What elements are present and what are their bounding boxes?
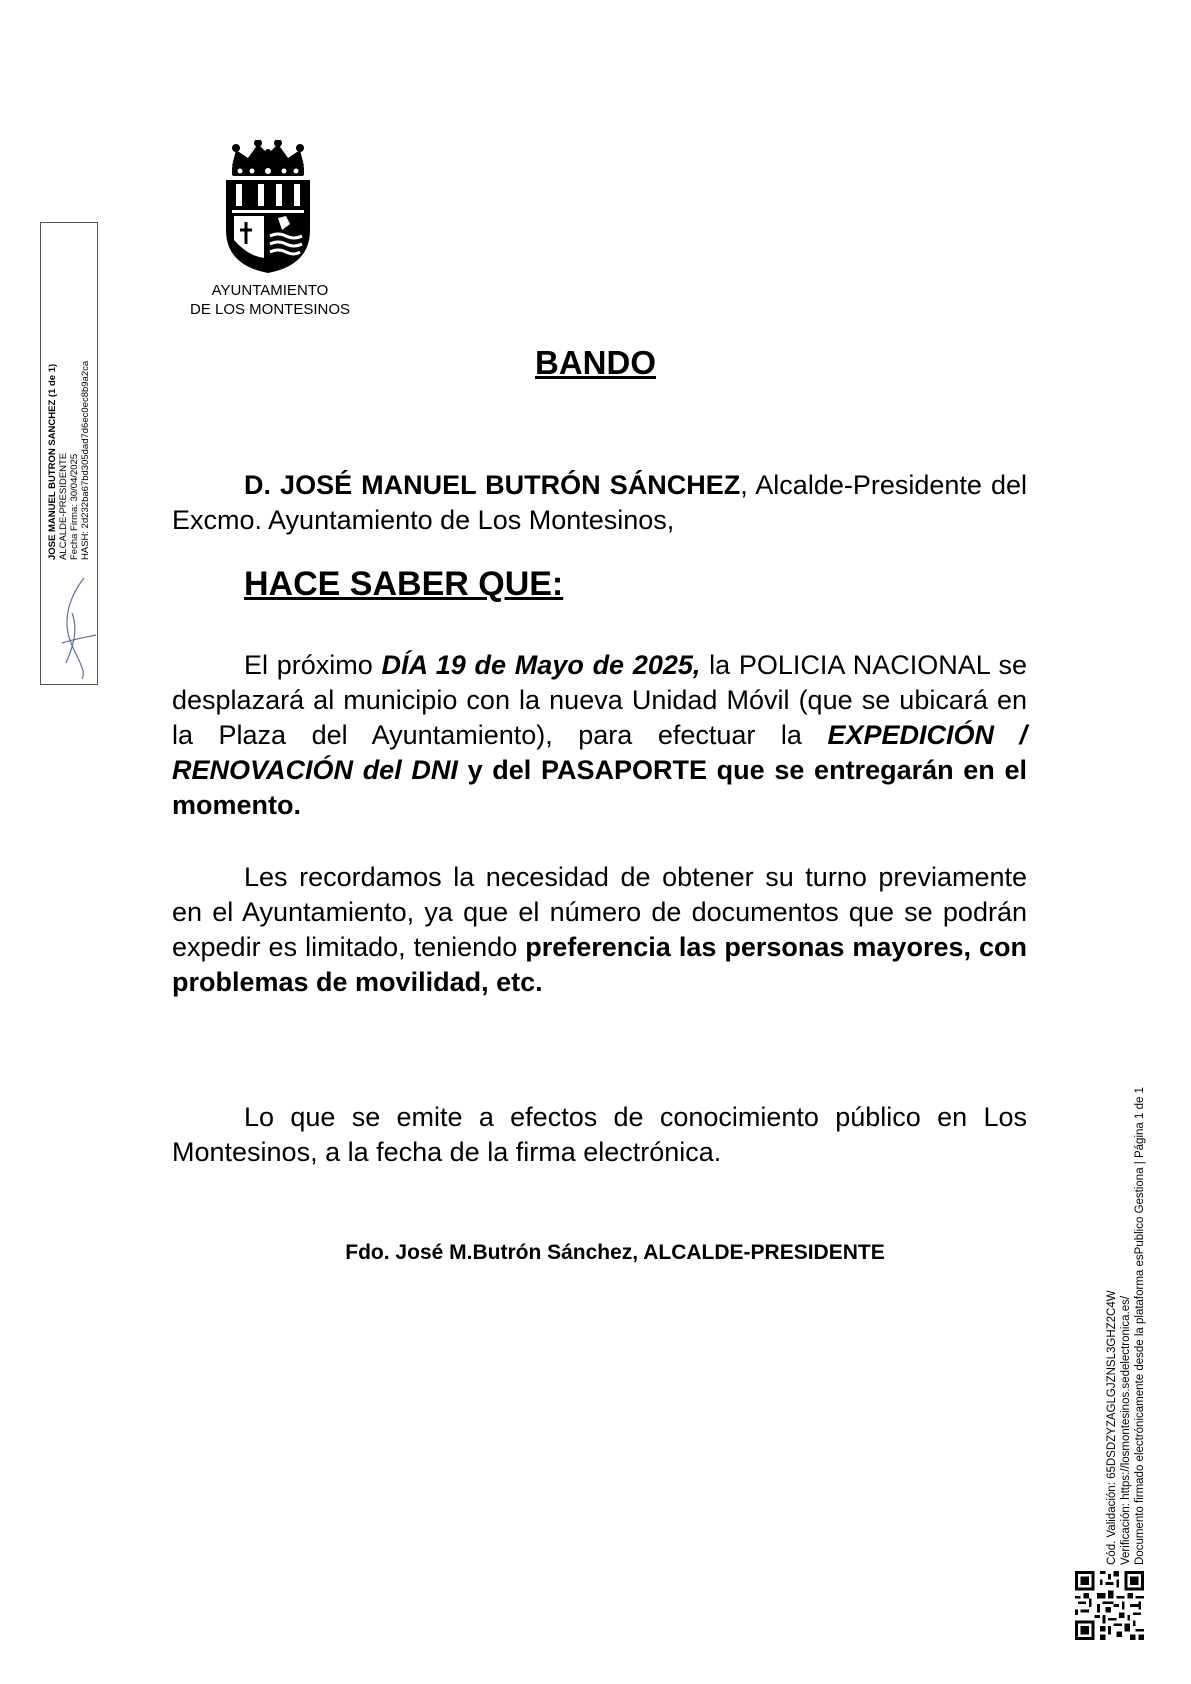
signature-hash: HASH: 2d232ba67bd305dad7d6ec0ec8b9a2ca <box>80 360 91 560</box>
announcement-text-2: la POLICIA NACIONAL se desplazará al municipio con la nueva Unidad Móvil (que se ubicará en la Plaza del Ayuntamiento), para efectuar la <box>172 650 1027 750</box>
validation-url: Verificación: https://losmontesinos.sedelectronica.es/ <box>1120 1295 1132 1565</box>
organization-line-1: AYUNTAMIENTO <box>211 282 329 299</box>
signature-line: Fdo. José M.Butrón Sánchez, ALCALDE-PRESIDENTE <box>345 1241 885 1264</box>
handwritten-signature-icon <box>54 573 100 683</box>
paragraph-reminder <box>172 860 1027 1000</box>
organization-line-2: DE LOS MONTESINOS <box>189 301 351 318</box>
announcement-date: DÍA 19 de Mayo de 2025, <box>381 650 701 680</box>
hace-saber-heading: HACE SABER QUE: <box>244 565 564 603</box>
announcement-text-3: y del PASAPORTE que se entregarán en el momento. <box>172 755 1027 820</box>
qr-code-icon <box>1075 1571 1144 1640</box>
signer-name: JOSE MANUEL BUTRON SANCHEZ (1 de 1) <box>47 363 58 560</box>
reminder-preference: preferencia las personas mayores, con problemas de movilidad, etc. <box>172 932 1027 997</box>
organization-name <box>170 281 370 319</box>
intro-paragraph <box>172 468 1027 538</box>
announcement-text-1: El próximo <box>244 650 382 680</box>
mayor-name: D. JOSÉ MANUEL BUTRÓN SÁNCHEZ <box>244 470 741 500</box>
intro-text: , Alcalde-Presidente del Excmo. Ayuntamiento de Los Montesinos, <box>172 470 1027 535</box>
validation-text-block <box>1105 1045 1163 1565</box>
validation-platform: Documento firmado electrónicamente desde la plataforma esPublico Gestiona | Página 1 de 1 <box>1134 1087 1146 1565</box>
signature-date: Fecha Firma: 30/04/2025 <box>69 453 80 560</box>
paragraph-closing: Lo que se emite a efectos de conocimiento público en Los Montesinos, a la fecha de la firma electrónica. <box>172 1102 1027 1167</box>
document-title: BANDO <box>535 344 656 381</box>
validation-code: Cód. Validación: 65DSDZYZAGLGJZNSL3GHZ2C4W <box>1106 1290 1118 1565</box>
signature-stamp-text <box>47 200 91 560</box>
paragraph-announcement <box>172 648 1027 823</box>
signer-role: ALCALDE-PRESIDENTE <box>58 452 69 560</box>
reminder-text: Les recordamos la necesidad de obtener su turno previamente en el Ayuntamiento, ya que el número de documentos que se podrán expedir es limitado, teniendo <box>172 862 1027 962</box>
municipal-crest-icon <box>218 140 318 275</box>
announcement-service: EXPEDICIÓN / RENOVACIÓN del DNI <box>172 720 1027 785</box>
